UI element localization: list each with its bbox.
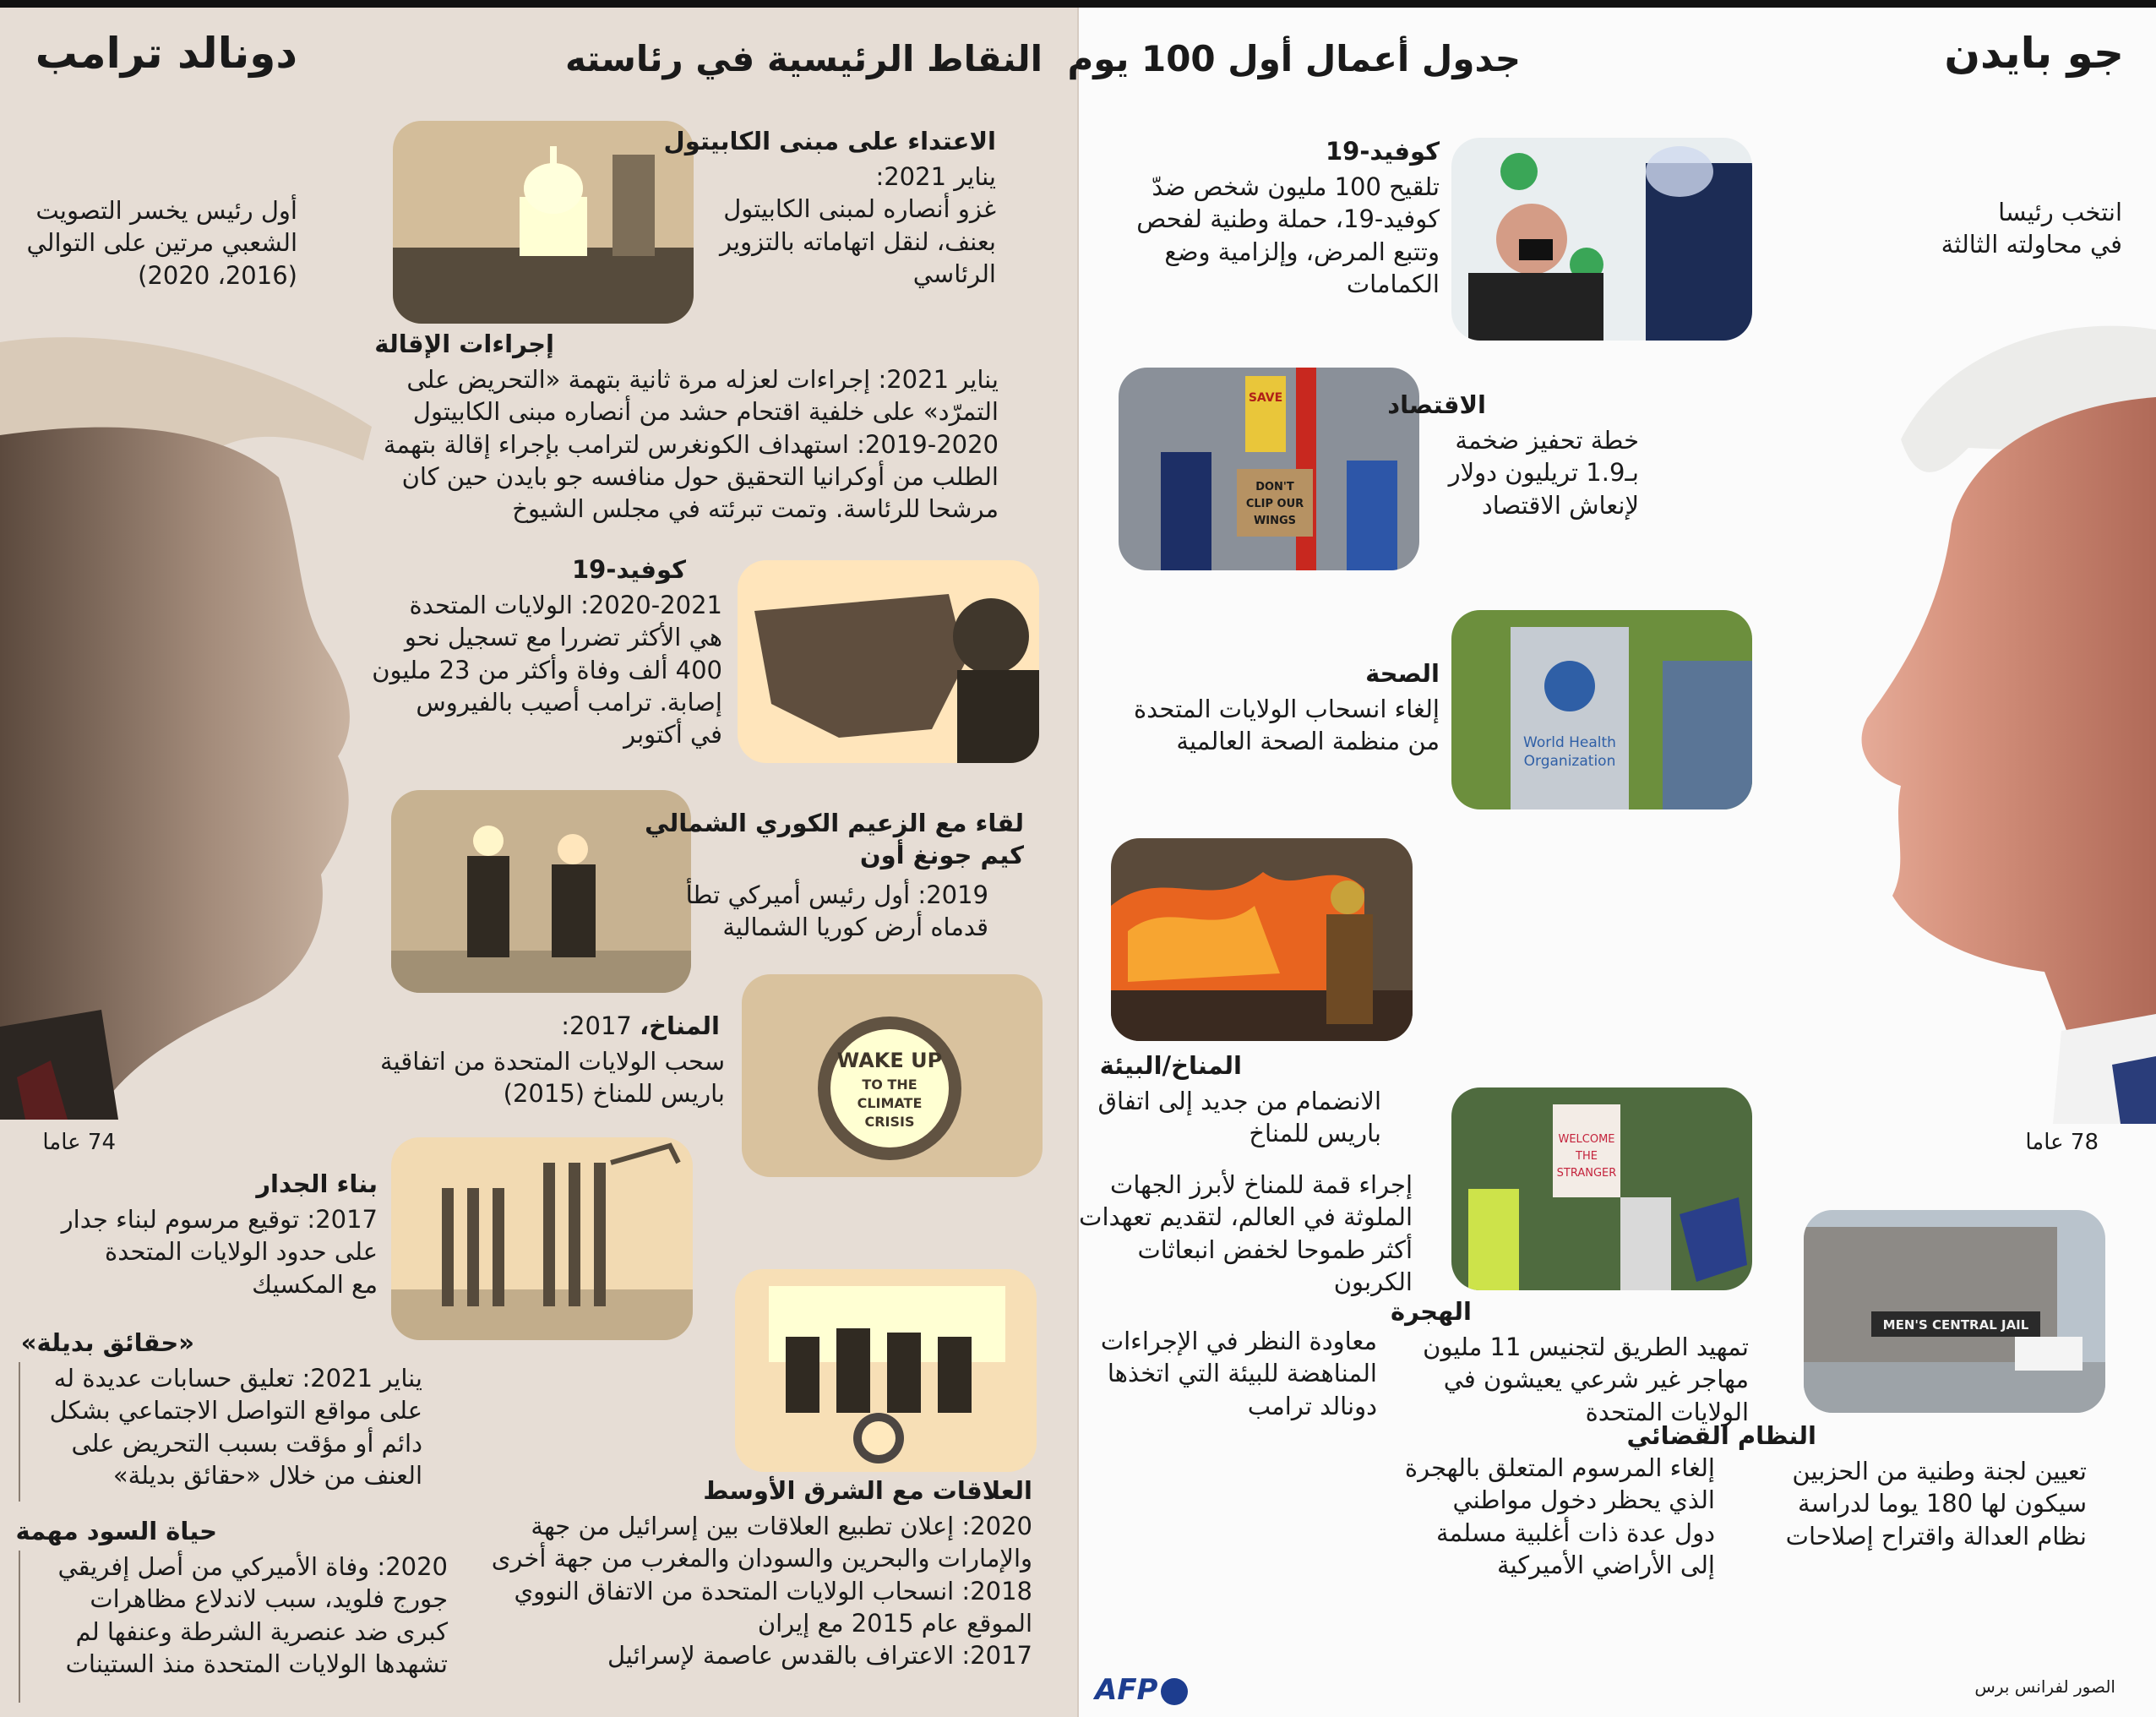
biden-intro: انتخب رئيسا في محاولته الثالثة	[1941, 198, 2122, 259]
environment-title: المناخ/البيئة	[1099, 1051, 1242, 1080]
biden-age: 78 عاما	[2025, 1130, 2099, 1155]
trump-covid-text: 2020-2021: الولايات المتحدة هي الأكثر تضررا مع تسجيل نحو 400 ألف وفاة وأكثر من 23 مليون إصابة. ترامب أصيب بالفيروس في أكتوبر	[372, 591, 722, 749]
capitol-title: الاعتداء على مبنى الكابيتول	[663, 127, 996, 155]
wall-title: بناء الجدار	[256, 1169, 378, 1198]
svg-text:Organization: Organization	[1523, 753, 1616, 770]
climate-protest-photo	[742, 974, 1043, 1177]
svg-text:MEN'S CENTRAL JAIL: MEN'S CENTRAL JAIL	[1882, 1317, 2029, 1333]
svg-text:WINGS: WINGS	[1253, 515, 1297, 527]
economy-protest-photo	[1119, 368, 1419, 570]
svg-text:CRISIS: CRISIS	[864, 1114, 915, 1130]
jail-building-photo	[1804, 1210, 2105, 1413]
trump-age: 74 عاما	[42, 1130, 116, 1155]
covid-map-photo	[738, 560, 1039, 763]
health-title: الصحة	[1365, 659, 1440, 688]
svg-text:WAKE UP: WAKE UP	[836, 1049, 943, 1072]
svg-text:WELCOME: WELCOME	[1558, 1133, 1615, 1146]
afp-logo: AFP	[1095, 1673, 1188, 1707]
svg-text:TO THE: TO THE	[862, 1077, 917, 1093]
immigration-title: الهجرة	[1390, 1297, 1472, 1326]
svg-text:CLIMATE: CLIMATE	[857, 1095, 923, 1111]
biden-name: جو بايدن	[1944, 29, 2124, 78]
svg-text:SAVE: SAVE	[1248, 391, 1283, 405]
photo-credit: الصور لفرانس برس	[1974, 1676, 2115, 1697]
immigration-text-1: تمهيد الطريق لتجنيس 11 مليون مهاجر غير شرعي يعيشون في الولايات المتحدة	[1423, 1333, 1749, 1426]
trump-name: دونالد ترامب	[35, 29, 297, 78]
svg-text:World Health: World Health	[1523, 734, 1616, 751]
biden-section-title: جدول أعمال أول 100 يوم	[1067, 38, 1521, 79]
top-border	[0, 0, 2156, 8]
impeachment-text: يناير 2021: إجراءات لعزله مرة ثانية بتهمة «التحريض على التمرّد» على خلفية اقتحام حشد من أنصاره مبنى الكابيتول 2019-2020: استهداف الكونغرس لترامب بإجراء إقالة بتهمة الطلب من أوكرانيا التحقيق حول منافسه جو بايدن حين كان مرشحا للرئاسة. وتمت تبرئته في مجلس الشيوخ	[383, 365, 999, 524]
mideast-title: العلاقات مع الشرق الأوسط	[703, 1476, 1032, 1505]
economy-text: خطة تحفيز ضخمة بـ1.9 تريليون دولار لإنعاش الاقتصاد	[1448, 426, 1639, 520]
justice-text: تعيين لجنة وطنية من الحزبين سيكون لها 180 يوما لدراسة نظام العدالة واقتراح إصلاحات	[1785, 1457, 2087, 1551]
trump-intro: أول رئيس يخسر التصويت الشعبي مرتين على التوالي (2016، 2020)	[26, 196, 297, 290]
biden-covid-text: تلقيح 100 مليون شخص ضدّ كوفيد-19، حملة وطنية لفحص وتتبع المرض، وإلزامية وضع الكمامات	[1136, 172, 1440, 298]
alt-facts-rule	[19, 1362, 20, 1502]
svg-text:DON'T: DON'T	[1255, 481, 1294, 493]
environment-text-1: الانضمام من جديد إلى اتفاق باريس للمناخ	[1097, 1087, 1381, 1148]
trump-portrait	[0, 334, 397, 1120]
svg-text:CLIP OUR: CLIP OUR	[1245, 498, 1304, 510]
svg-text:STRANGER: STRANGER	[1556, 1167, 1617, 1180]
svg-text:THE: THE	[1576, 1150, 1598, 1163]
economy-title: الاقتصاد	[1387, 390, 1486, 419]
blm-title: حياة السود مهمة	[15, 1517, 217, 1545]
korea-text: 2019: أول رئيس أميركي تطأ قدماه أرض كوريا الشمالية	[685, 880, 988, 942]
capitol-riot-photo	[393, 121, 694, 324]
middle-east-signing-photo	[735, 1269, 1037, 1472]
impeachment-title: إجراءات الإقالة	[374, 330, 554, 358]
alt-facts-title: «حقائق بديلة»	[20, 1328, 194, 1357]
alt-facts-text: يناير 2021: تعليق حسابات عديدة له على مواقع التواصل الاجتماعي بشكل دائم أو مؤقت بسبب التحريض على العنف من خلال «حقائق بديلة»	[49, 1364, 422, 1490]
trump-section-title: النقاط الرئيسية في رئاسته	[565, 38, 1043, 79]
trump-covid-title: كوفيد-19	[571, 555, 686, 584]
immigration-rally-photo	[1451, 1087, 1752, 1290]
who-building-photo	[1451, 610, 1752, 809]
justice-title: النظام القضائي	[1626, 1421, 1816, 1450]
environment-text-2: إجراء قمة للمناخ لأبرز الجهات الملوثة في العالم، لتقديم تعهدات أكثر طموحا لخفض انبعاثات الكربون	[1079, 1170, 1413, 1296]
border-wall-photo	[391, 1137, 693, 1340]
korea-title: لقاء مع الزعيم الكوري الشمالي كيم جونغ أون	[645, 809, 1024, 870]
blm-rule	[19, 1551, 20, 1703]
environment-text-3: معاودة النظر في الإجراءات المناهضة للبيئة التي اتخذها دونالد ترامب	[1100, 1327, 1377, 1420]
blm-text: 2020: وفاة الأميركي من أصل إفريقي جورج فلويد، سبب لاندلاع مظاهرات كبرى ضد عنصرية الشرطة وعنفها لم تشهدها الولايات المتحدة منذ الستينات	[57, 1552, 448, 1678]
biden-covid-title: كوفيد-19	[1325, 137, 1440, 166]
vaccination-photo	[1451, 138, 1752, 341]
immigration-text-2: إلغاء المرسوم المتعلق بالهجرة الذي يحظر دخول مواطني دول عدة ذات أغلبية مسلمة إلى الأراضي الأميركية	[1404, 1453, 1715, 1579]
wall-text: 2017: توقيع مرسوم لبناء جدار على حدود الولايات المتحدة مع المكسيك	[61, 1205, 378, 1299]
wildfire-photo	[1111, 838, 1413, 1041]
trump-climate-title: المناخ، 2017:	[561, 1011, 720, 1040]
capitol-text: يناير 2021: غزو أنصاره لمبنى الكابيتول بعنف، لنقل اتهاماته بالتزوير الرئاسي	[720, 162, 996, 288]
health-text: إلغاء انسحاب الولايات المتحدة من منظمة الصحة العالمية	[1133, 695, 1440, 756]
trump-climate-text: سحب الولايات المتحدة من اتفاقية باريس للمناخ (2015)	[380, 1047, 725, 1109]
panel-divider	[1077, 8, 1079, 1717]
biden-portrait	[1774, 321, 2156, 1124]
mideast-text: 2020: إعلان تطبيع العلاقات بين إسرائيل من جهة والإمارات والبحرين والسودان والمغرب من جهة أخرى 2018: انسحاب الولايات المتحدة من الاتفاق النووي الموقع عام 2015 مع إيران 2017: الاعتراف بالقدس عاصمة لإسرائيل	[491, 1512, 1032, 1671]
